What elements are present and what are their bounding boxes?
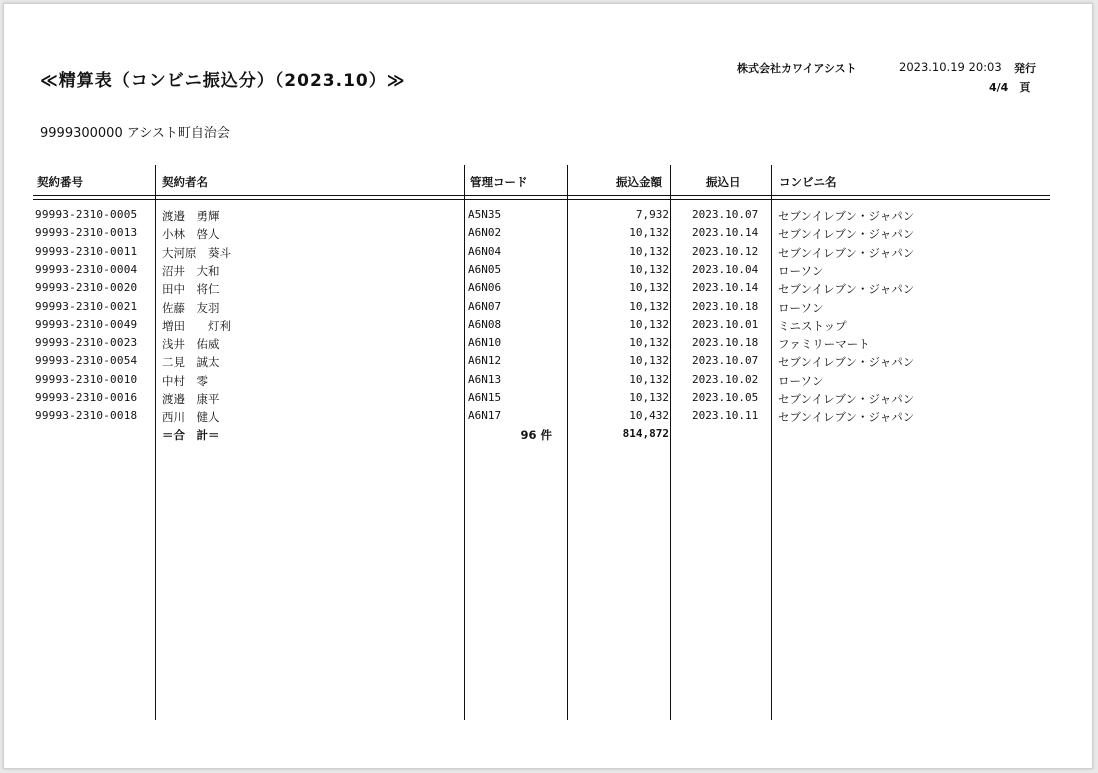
contractor-name-cell: 渡邉 康平 xyxy=(162,392,220,406)
header-contractor-name: 契約者名 xyxy=(162,175,208,189)
contract-no-cell: 99993-2310-0010 xyxy=(35,372,138,386)
page-number: 4/4 頁 xyxy=(989,81,1031,94)
contractor-name-cell: 田中 将仁 xyxy=(162,282,220,297)
contract-no-cell: 99993-2310-0005 xyxy=(35,208,138,221)
management-code-cell: A6N13 xyxy=(468,372,502,386)
management-code-cell: A6N06 xyxy=(468,281,502,295)
management-code-cell: A6N05 xyxy=(468,262,502,276)
contractor-name-cell: 小林 啓人 xyxy=(162,227,220,242)
header-amount: 振込金額 xyxy=(616,175,662,189)
contractor-name-cell: 渡邉 勇輝 xyxy=(162,209,220,223)
management-code-cell: A6N07 xyxy=(468,299,502,313)
table-row xyxy=(4,300,1092,318)
store-name-cell: ミニストップ xyxy=(778,318,847,333)
transfer-date-cell: 2023.10.18 xyxy=(692,299,759,313)
amount-cell: 10,132 xyxy=(629,281,669,295)
management-code-cell: A6N08 xyxy=(468,317,502,331)
header-contract-no: 契約番号 xyxy=(37,175,83,189)
header-rule-top xyxy=(33,195,1050,196)
transfer-date-cell: 2023.10.14 xyxy=(692,226,759,240)
table-row xyxy=(4,373,1092,391)
contract-no-cell: 99993-2310-0004 xyxy=(35,262,138,276)
transfer-date-cell: 2023.10.14 xyxy=(692,281,759,295)
total-count: 96 件 xyxy=(520,428,552,442)
store-name-cell: ローソン xyxy=(778,373,824,388)
table-row xyxy=(4,336,1092,354)
contract-no-cell: 99993-2310-0016 xyxy=(35,391,138,404)
table-row xyxy=(4,318,1092,336)
contractor-name-cell: 浅井 佑威 xyxy=(162,337,220,352)
amount-cell: 10,132 xyxy=(629,244,669,258)
table-row xyxy=(4,208,1092,226)
store-name-cell: ローソン xyxy=(778,300,824,315)
contract-no-cell: 99993-2310-0011 xyxy=(35,244,138,258)
header-management-code: 管理コード xyxy=(470,175,528,189)
amount-cell: 10,132 xyxy=(629,226,669,240)
management-code-cell: A6N10 xyxy=(468,336,502,350)
report-title: ≪精算表（コンビニ振込分）（2023.10）≫ xyxy=(40,71,406,91)
table-row xyxy=(4,263,1092,281)
amount-cell: 10,132 xyxy=(629,336,669,350)
contract-no-cell: 99993-2310-0049 xyxy=(35,317,138,331)
transfer-date-cell: 2023.10.18 xyxy=(692,336,759,350)
amount-cell: 10,132 xyxy=(629,299,669,313)
contractor-name-cell: 大河原 葵斗 xyxy=(162,245,231,260)
transfer-date-cell: 2023.10.11 xyxy=(692,409,759,423)
association-name: 9999300000 アシスト町自治会 xyxy=(40,126,230,141)
amount-cell: 7,932 xyxy=(635,208,669,221)
amount-cell: 10,132 xyxy=(629,317,669,331)
management-code-cell: A6N12 xyxy=(468,354,502,368)
contract-no-cell: 99993-2310-0054 xyxy=(35,354,138,368)
company-name: 株式会社カワイアシスト xyxy=(737,62,857,75)
amount-cell: 10,132 xyxy=(629,354,669,368)
store-name-cell: セブンイレブン・ジャパン xyxy=(778,410,915,425)
report-page xyxy=(3,3,1093,769)
store-name-cell: セブンイレブン・ジャパン xyxy=(778,392,915,406)
store-name-cell: ローソン xyxy=(778,263,824,278)
management-code-cell: A6N02 xyxy=(468,226,502,240)
contract-no-cell: 99993-2310-0018 xyxy=(35,409,138,423)
management-code-cell: A6N17 xyxy=(468,409,502,423)
management-code-cell: A6N04 xyxy=(468,244,502,258)
amount-cell: 10,132 xyxy=(629,391,669,404)
management-code-cell: A5N35 xyxy=(468,208,502,221)
transfer-date-cell: 2023.10.05 xyxy=(692,391,759,404)
contract-no-cell: 99993-2310-0021 xyxy=(35,299,138,313)
contractor-name-cell: 中村 零 xyxy=(162,373,208,388)
issued-label: 発行 xyxy=(1014,62,1036,75)
table-row xyxy=(4,245,1092,263)
transfer-date-cell: 2023.10.01 xyxy=(692,317,759,331)
contract-no-cell: 99993-2310-0023 xyxy=(35,336,138,350)
contract-no-cell: 99993-2310-0020 xyxy=(35,281,138,295)
amount-cell: 10,132 xyxy=(629,262,669,276)
table-row xyxy=(4,409,1092,427)
transfer-date-cell: 2023.10.12 xyxy=(692,244,759,258)
store-name-cell: セブンイレブン・ジャパン xyxy=(778,245,915,260)
table-row xyxy=(4,354,1092,372)
amount-cell: 10,132 xyxy=(629,372,669,386)
header-rule-bottom xyxy=(33,199,1050,200)
contractor-name-cell: 佐藤 友羽 xyxy=(162,300,220,315)
header-store-name: コンビニ名 xyxy=(779,175,837,189)
contract-no-cell: 99993-2310-0013 xyxy=(35,226,138,240)
table-row xyxy=(4,226,1092,244)
header-transfer-date: 振込日 xyxy=(706,175,741,189)
store-name-cell: ファミリーマート xyxy=(778,337,870,352)
contractor-name-cell: 増田 灯利 xyxy=(162,318,231,333)
total-label: ＝合 計＝ xyxy=(162,428,220,442)
contractor-name-cell: 二見 誠太 xyxy=(162,355,220,370)
contractor-name-cell: 西川 健人 xyxy=(162,410,220,425)
store-name-cell: セブンイレブン・ジャパン xyxy=(778,227,915,242)
amount-cell: 10,432 xyxy=(629,409,669,423)
transfer-date-cell: 2023.10.07 xyxy=(692,354,759,368)
transfer-date-cell: 2023.10.07 xyxy=(692,208,759,221)
store-name-cell: セブンイレブン・ジャパン xyxy=(778,355,915,370)
contractor-name-cell: 沼井 大和 xyxy=(162,263,220,278)
store-name-cell: セブンイレブン・ジャパン xyxy=(778,282,915,297)
store-name-cell: セブンイレブン・ジャパン xyxy=(778,209,915,223)
transfer-date-cell: 2023.10.02 xyxy=(692,372,759,386)
table-row xyxy=(4,281,1092,299)
table-row xyxy=(4,391,1092,409)
total-amount: 814,872 xyxy=(622,427,669,440)
management-code-cell: A6N15 xyxy=(468,391,502,404)
issued-datetime: 2023.10.19 20:03 xyxy=(899,60,1002,74)
transfer-date-cell: 2023.10.04 xyxy=(692,262,759,276)
